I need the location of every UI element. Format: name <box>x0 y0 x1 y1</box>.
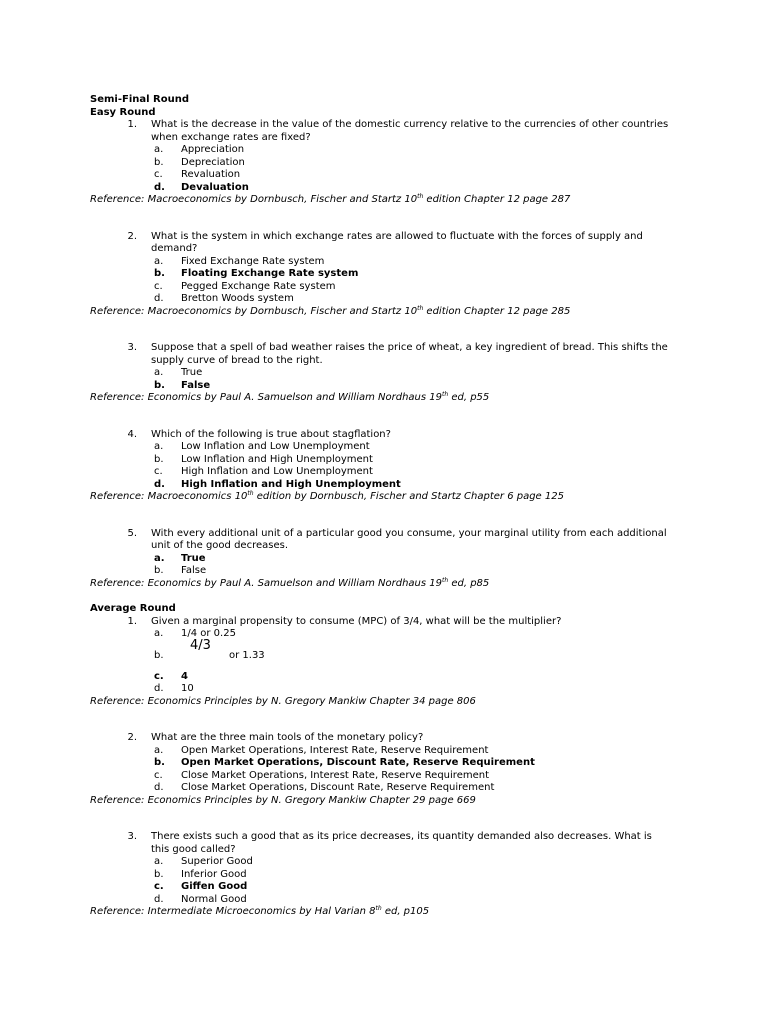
option-item <box>154 367 690 380</box>
option-letter: c. <box>154 769 163 781</box>
options-list <box>154 256 690 306</box>
option-letter: b. <box>154 565 164 576</box>
option-letter: a. <box>154 255 164 267</box>
option-text: Superior Good <box>181 856 253 867</box>
question-text: What is the decrease in the value of the domestic currency relative to the currencies of other countries when exchange rates are fixed? <box>151 119 669 143</box>
question-block <box>90 429 690 504</box>
option-letter: b. <box>154 379 165 391</box>
option-letter: b. <box>154 868 164 880</box>
option-letter: c. <box>154 881 164 892</box>
option-text: Open Market Operations, Discount Rate, Reserve Requirement <box>181 757 535 768</box>
option-letter: b. <box>154 268 165 279</box>
question-block <box>90 231 690 319</box>
option-item-correct <box>154 380 690 393</box>
question-block <box>90 342 690 405</box>
option-letter: d. <box>154 181 165 193</box>
option-item <box>154 683 690 696</box>
question-text: There exists such a good that as its price decreases, its quantity demanded also decreases. What is this good called? <box>151 831 652 855</box>
options-list <box>154 367 690 392</box>
option-letter: b. <box>154 757 165 768</box>
option-item <box>154 770 690 783</box>
option-item <box>154 441 690 454</box>
option-text: Devaluation <box>181 181 249 193</box>
reference-line: Reference: Economics by Paul A. Samuelson and William Nordhaus 19th ed, p55 <box>90 391 490 403</box>
question-number: 2. <box>127 230 137 242</box>
option-letter: d. <box>154 893 164 905</box>
option-text: True <box>181 552 206 564</box>
question-text: Which of the following is true about stagflation? <box>151 428 391 440</box>
option-letter: c. <box>154 280 163 292</box>
option-text: True <box>181 367 203 378</box>
question-number: 1. <box>127 119 137 130</box>
options-list <box>154 745 690 795</box>
document-title: Semi-Final Round <box>90 94 189 105</box>
option-letter: b. <box>154 649 164 661</box>
option-letter: d. <box>154 782 164 793</box>
reference-line: Reference: Economics by Paul A. Samuelson and William Nordhaus 19th ed, p85 <box>90 576 490 589</box>
option-letter: c. <box>154 466 163 477</box>
option-text: Revaluation <box>181 169 241 180</box>
option-item <box>154 454 690 467</box>
reference-line: Reference: Economics Principles by N. Gregory Mankiw Chapter 29 page 669 <box>90 794 476 806</box>
question-number: 3. <box>127 831 137 842</box>
option-letter: a. <box>154 744 164 756</box>
option-text: Low Inflation and Low Unemployment <box>181 441 370 452</box>
option-item <box>154 466 690 479</box>
question-number: 2. <box>127 732 137 743</box>
fraction-value: 4/3 <box>190 637 211 653</box>
question-number: 1. <box>127 615 137 627</box>
options-list <box>154 628 690 696</box>
options-list <box>154 441 690 491</box>
option-text: Pegged Exchange Rate system <box>181 280 336 292</box>
question-block <box>90 831 690 919</box>
question-text: With every additional unit of a particular good you consume, your marginal utility from each additional unit of the good decreases. <box>151 527 667 551</box>
options-list <box>154 144 690 194</box>
option-text: False <box>181 565 207 576</box>
option-item <box>154 856 690 869</box>
option-letter: a. <box>154 856 164 867</box>
options-list <box>154 553 690 578</box>
option-item <box>154 782 690 795</box>
option-text: 1/4 or 0.25 <box>181 628 236 639</box>
question-number: 3. <box>127 342 137 353</box>
option-text: Close Market Operations, Interest Rate, Reserve Requirement <box>181 769 489 781</box>
option-text: False <box>181 379 211 391</box>
option-letter: c. <box>154 670 164 682</box>
option-letter: a. <box>154 441 164 452</box>
option-item-correct <box>154 553 690 566</box>
option-item <box>154 894 690 907</box>
option-item <box>154 745 690 758</box>
option-item-correct <box>154 479 690 492</box>
option-letter: b. <box>154 453 164 465</box>
option-text: Open Market Operations, Interest Rate, Reserve Requirement <box>181 744 489 756</box>
option-text: or 1.33 <box>229 649 265 661</box>
question-text: What are the three main tools of the monetary policy? <box>151 732 424 743</box>
option-text: Floating Exchange Rate system <box>181 268 359 279</box>
option-item-correct <box>154 757 690 770</box>
question-text: Given a marginal propensity to consume (MPC) of 3/4, what will be the multiplier? <box>151 615 562 627</box>
options-list <box>154 856 690 906</box>
question-text: What is the system in which exchange rates are allowed to fluctuate with the forces of supply and demand? <box>151 230 643 254</box>
question-number: 4. <box>127 428 137 440</box>
reference-line: Reference: Economics Principles by N. Gregory Mankiw Chapter 34 page 806 <box>90 695 476 707</box>
average-round-heading: Average Round <box>90 603 176 614</box>
option-letter: d. <box>154 293 164 304</box>
option-item <box>154 169 690 182</box>
option-text: Low Inflation and High Unemployment <box>181 453 373 465</box>
option-text: 10 <box>181 683 194 694</box>
option-text: Giffen Good <box>181 881 248 892</box>
question-block <box>90 616 690 709</box>
option-item <box>154 281 690 294</box>
question-number: 5. <box>127 527 137 539</box>
option-text: 4 <box>181 670 188 682</box>
option-item-correct <box>154 671 690 684</box>
option-letter: d. <box>154 478 165 490</box>
option-item-correct <box>154 268 690 281</box>
option-item <box>154 869 690 882</box>
option-item-correct <box>154 881 690 894</box>
option-letter: a. <box>154 144 164 155</box>
reference-line: Reference: Macroeconomics 10th edition by Dornbusch, Fischer and Startz Chapter 6 page 125 <box>90 490 564 502</box>
question-block <box>90 732 690 807</box>
option-text: Bretton Woods system <box>181 293 294 304</box>
option-item <box>154 157 690 170</box>
option-text: Fixed Exchange Rate system <box>181 255 325 267</box>
option-letter: a. <box>154 367 164 378</box>
option-item <box>154 637 690 671</box>
easy-round-heading: Easy Round <box>90 106 156 118</box>
option-text: Inferior Good <box>181 868 247 880</box>
option-letter: a. <box>154 628 164 639</box>
document-content <box>90 94 690 919</box>
option-item <box>154 565 690 578</box>
option-text: High Inflation and Low Unemployment <box>181 466 373 477</box>
option-text: High Inflation and High Unemployment <box>181 478 401 490</box>
reference-line: Reference: Macroeconomics by Dornbusch, Fischer and Startz 10th edition Chapter 12 page 287 <box>90 193 571 205</box>
option-item <box>154 256 690 269</box>
option-text: Normal Good <box>181 893 247 905</box>
question-text: Suppose that a spell of bad weather raises the price of wheat, a key ingredient of bread. This shifts the supply curve of bread to the right. <box>151 342 668 366</box>
option-letter: b. <box>154 156 164 168</box>
option-item <box>154 144 690 157</box>
option-text: Depreciation <box>181 156 245 168</box>
question-block <box>90 528 690 591</box>
option-text: Appreciation <box>181 144 245 155</box>
option-letter: d. <box>154 683 164 694</box>
option-letter: c. <box>154 169 163 180</box>
option-letter: a. <box>154 552 165 564</box>
option-text: Close Market Operations, Discount Rate, Reserve Requirement <box>181 782 495 793</box>
question-block <box>90 119 690 207</box>
reference-line: Reference: Intermediate Microeconomics by Hal Varian 8th ed, p105 <box>90 905 430 917</box>
reference-line: Reference: Macroeconomics by Dornbusch, Fischer and Startz 10th edition Chapter 12 page 285 <box>90 304 571 317</box>
option-item <box>154 628 690 641</box>
